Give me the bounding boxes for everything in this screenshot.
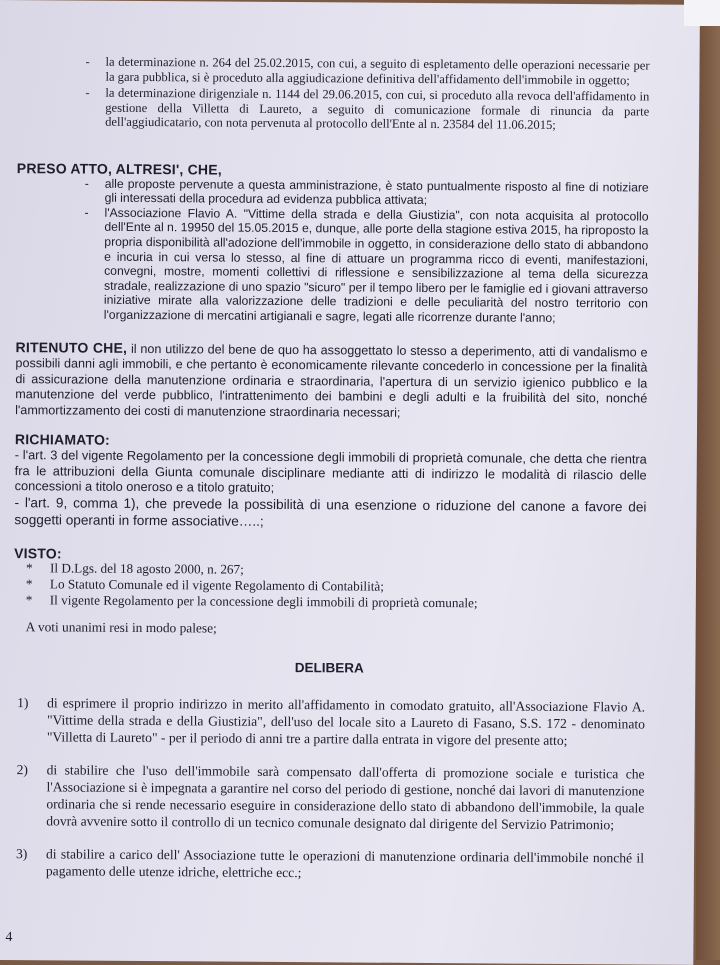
item-number: 2): [16, 761, 29, 777]
delibera-item: 2) di stabilire che l'uso dell'immobile sarà compensato dall'offerta di promozione sociale e turistica che l'Associazione si è impegnata a garantire nel corso del periodo di gestione, nonché dai lavori di manutenzione ordinaria che si rende necessario eseguire in considerazione dello stato di abbandono dell'immobile, la quale dovrà avvenire sotto il controllo di un tecnico comunale designato dal dirigente del Servizio Patrimonio;: [16, 761, 645, 832]
asterisk-bullet: *: [25, 592, 33, 608]
ritenuto-paragraph: RITENUTO CHE, il non utilizzo del bene de quo ha assoggettato lo stesso a deperimento, atti di vandalismo e possibili danni agli immobili, e che pertanto è economicamente rilevante concederlo in concessione per la finalità di assicurazione della manutenzione ordinaria e straordinaria, l'apertura di un servizio igienico pubblico e la manutenzione del verde pubblico, l'intrattenimento dei bambini e degli adulti e la fruibilità del sito, nonché l'ammortizzamento dei costi di manutenzione straordinaria necessari;: [15, 338, 648, 420]
visto-heading: VISTO:: [14, 544, 62, 562]
asterisk-bullet: *: [25, 560, 33, 576]
item-number: 3): [15, 845, 28, 861]
document-body: [12, 54, 650, 883]
visto-item: * Il vigente Regolamento per la concessione degli immobili di proprietà comunale;: [25, 592, 478, 611]
visto-item: * Lo Statuto Comunale ed il vigente Regolamento di Contabilità;: [25, 576, 384, 595]
dash-bullet: -: [85, 54, 90, 69]
delibera-item: 3) di stabilire a carico dell' Associazione tutte le operazioni di manutenzione ordinaria dell'immobile nonché il pagamento delle utenze idriche, elettriche ecc.;: [15, 845, 645, 880]
asterisk-bullet: *: [25, 576, 33, 592]
voti-statement: A voti unanimi resi in modo palese;: [25, 619, 217, 636]
richiamato-item: - l'art. 9, comma 1), che prevede la possibilità di una esenzione o riduzione del canone a favore dei soggetti operanti in forme associative…..;: [14, 494, 647, 529]
desk-background: [696, 0, 720, 960]
page-corner: [684, 0, 720, 26]
preso-atto-item: - l'Associazione Flavio A. "Vittime della strada e della Giustizia", con nota acquisita al protocollo dell'Ente al n. 19950 del 15.05.2015 e, dunque, alle porte della stagione estiva 2015, ha riproposto la propria disponibilità all'adozione dell'immobile in oggetto, in considerazione dello stato di abbandono e incuria in cui versa lo stesso, al fine di attuare un programma ricco di eventi, manifestazioni, convegni, mostre, momenti collettivi di riflessione e sensibilizzazione al tema della sicurezza stradale, realizzazione di uno spazio "sicuro" per il tempo libero per le famiglie ed i giovani attraverso iniziative mirate alla valorizzazione delle tradizioni e delle peculiarità del nostro territorio con l'organizzazione di mercatini artigianali e sagre, legati alle ricorrenze durante l'anno;: [84, 205, 649, 325]
richiamato-heading: RICHIAMATO:: [14, 431, 111, 449]
visto-item: * Il D.Lgs. del 18 agosto 2000, n. 267;: [25, 560, 244, 578]
item-number: 1): [17, 694, 29, 710]
preso-atto-item: - alle proposte pervenute a questa amministrazione, è stato puntualmente risposto al fine di notiziare gli interessati della procedura ad evidenza pubblica attivata;: [84, 176, 649, 208]
determination-item: - la determinazione dirigenziale n. 1144 del 29.06.2015, con cui, si proceduto alla revoca dell'affidamento in gestione della Villetta di Laureto, a seguito di comunicazione formale di rinuncia da parte dell'aggiudicatario, con nota pervenuta al protocollo dell'Ente al n. 23584 del 11.06.2015;: [85, 85, 650, 133]
dash-bullet: -: [84, 205, 89, 220]
dash-bullet: -: [85, 85, 90, 100]
preso-atto-heading: PRESO ATTO, ALTRESI', CHE,: [16, 160, 222, 178]
page-number: 4: [5, 930, 13, 946]
dash-bullet: -: [84, 176, 89, 191]
determination-item: - la determinazione n. 264 del 25.02.2015, con cui, a seguito di espletamento delle operazioni necessarie per la gara pubblica, si è proceduto alla aggiudicazione definitiva dell'affidamento dell'immobile in oggetto;: [85, 54, 650, 87]
richiamato-item: - l'art. 3 del vigente Regolamento per la concessione degli immobili di proprietà comunale, che detta che rientra fra le attribuzioni della Giunta comunale disciplinare mediante atti di indirizzo le modalità di rilascio delle concessioni a titolo oneroso e a titolo gratuito;: [14, 447, 647, 496]
ritenuto-heading: RITENUTO CHE,: [15, 338, 128, 356]
delibera-item: 1) di esprimere il proprio indirizzo in merito all'affidamento in comodato gratuito, all'Associazione Flavio A. "Vittime della strada e della Giustizia", dell'uso del locale sito a Laureto di Fasano, S.S. 172 - denominato "Villetta di Laureto" - per il periodo di anni tre a partire dalla entrata in vigore del presente atto;: [17, 694, 646, 748]
delibera-title: DELIBERA: [294, 660, 364, 676]
